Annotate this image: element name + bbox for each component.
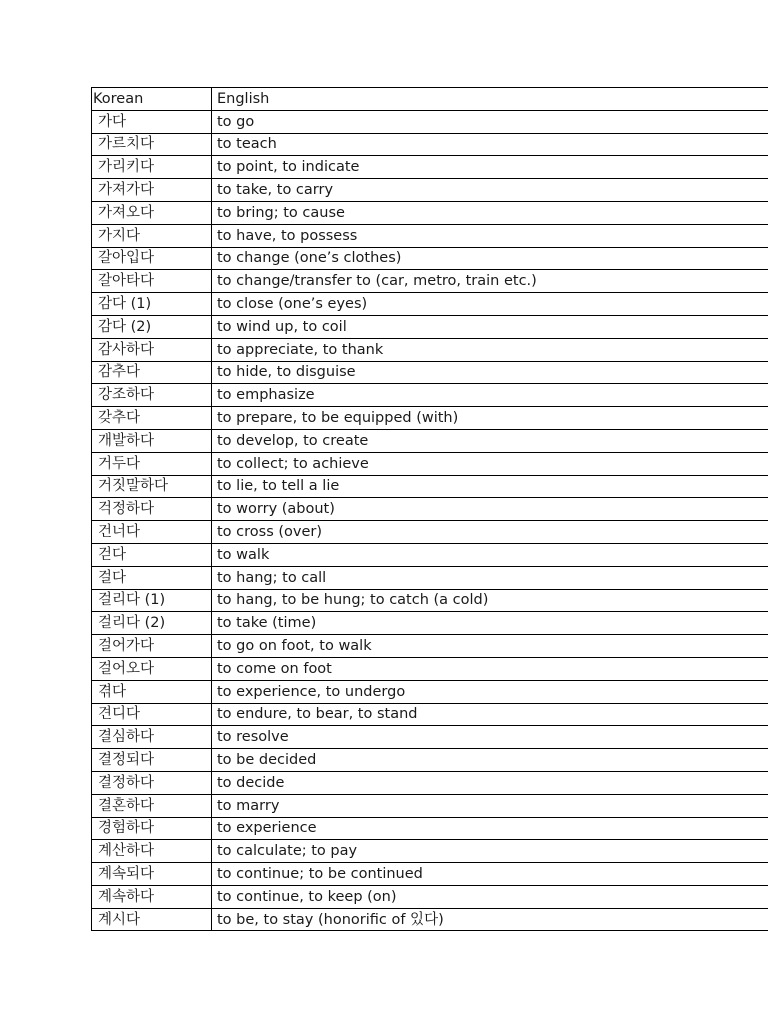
english-meaning-cell: to experience: [212, 817, 768, 840]
english-meaning-cell: to continue; to be continued: [212, 863, 768, 886]
vocabulary-table: [91, 87, 768, 931]
english-meaning-cell: to resolve: [212, 726, 768, 749]
table-row: [92, 179, 768, 202]
table-row: [92, 589, 768, 612]
table-row: [92, 270, 768, 293]
table-row: [92, 612, 768, 635]
english-meaning-cell: to lie, to tell a lie: [212, 475, 768, 498]
header-row: [92, 88, 768, 111]
korean-word-cell: 걸어오다: [92, 657, 212, 680]
table-row: [92, 817, 768, 840]
english-meaning-cell: to develop, to create: [212, 429, 768, 452]
table-row: [92, 224, 768, 247]
korean-word-cell: 경험하다: [92, 817, 212, 840]
table-row: [92, 498, 768, 521]
korean-word-cell: 거두다: [92, 452, 212, 475]
korean-word-cell: 계속하다: [92, 885, 212, 908]
english-meaning-cell: to have, to possess: [212, 224, 768, 247]
korean-word-cell: 가르치다: [92, 133, 212, 156]
table-row: [92, 657, 768, 680]
table-row: [92, 680, 768, 703]
korean-word-cell: 걸리다 (2): [92, 612, 212, 635]
table-row: [92, 566, 768, 589]
english-meaning-cell: to take (time): [212, 612, 768, 635]
korean-word-cell: 결심하다: [92, 726, 212, 749]
korean-word-cell: 갈아입다: [92, 247, 212, 270]
english-meaning-cell: to wind up, to coil: [212, 315, 768, 338]
english-meaning-cell: to worry (about): [212, 498, 768, 521]
english-meaning-cell: to walk: [212, 543, 768, 566]
korean-word-cell: 가져오다: [92, 201, 212, 224]
korean-word-cell: 겪다: [92, 680, 212, 703]
korean-word-cell: 거짓말하다: [92, 475, 212, 498]
english-meaning-cell: to be, to stay (honorific of 있다): [212, 908, 768, 931]
table-row: [92, 840, 768, 863]
table-row: [92, 749, 768, 772]
english-meaning-cell: to change/transfer to (car, metro, train etc.): [212, 270, 768, 293]
table-row: [92, 885, 768, 908]
table-body: [92, 110, 768, 931]
table-row: [92, 293, 768, 316]
table-row: [92, 726, 768, 749]
english-meaning-cell: to go: [212, 110, 768, 133]
korean-word-cell: 감사하다: [92, 338, 212, 361]
korean-word-cell: 갖추다: [92, 407, 212, 430]
english-meaning-cell: to change (one’s clothes): [212, 247, 768, 270]
english-meaning-cell: to collect; to achieve: [212, 452, 768, 475]
table-row: [92, 794, 768, 817]
korean-word-cell: 걸리다 (1): [92, 589, 212, 612]
korean-word-cell: 건너다: [92, 521, 212, 544]
korean-word-cell: 갈아타다: [92, 270, 212, 293]
english-meaning-cell: to hang, to be hung; to catch (a cold): [212, 589, 768, 612]
table-row: [92, 429, 768, 452]
korean-word-cell: 계속되다: [92, 863, 212, 886]
table-row: [92, 635, 768, 658]
table-row: [92, 475, 768, 498]
english-meaning-cell: to endure, to bear, to stand: [212, 703, 768, 726]
table-row: [92, 384, 768, 407]
korean-word-cell: 결정되다: [92, 749, 212, 772]
table-row: [92, 407, 768, 430]
english-meaning-cell: to marry: [212, 794, 768, 817]
table-row: [92, 156, 768, 179]
english-meaning-cell: to come on foot: [212, 657, 768, 680]
english-meaning-cell: to hide, to disguise: [212, 361, 768, 384]
korean-column-header: Korean: [92, 88, 212, 111]
english-meaning-cell: to emphasize: [212, 384, 768, 407]
english-meaning-cell: to cross (over): [212, 521, 768, 544]
english-meaning-cell: to decide: [212, 771, 768, 794]
table-row: [92, 201, 768, 224]
korean-word-cell: 견디다: [92, 703, 212, 726]
english-meaning-cell: to teach: [212, 133, 768, 156]
english-meaning-cell: to hang; to call: [212, 566, 768, 589]
korean-word-cell: 강조하다: [92, 384, 212, 407]
english-meaning-cell: to go on foot, to walk: [212, 635, 768, 658]
korean-word-cell: 개발하다: [92, 429, 212, 452]
korean-word-cell: 걷다: [92, 543, 212, 566]
english-meaning-cell: to be decided: [212, 749, 768, 772]
table-row: [92, 703, 768, 726]
korean-word-cell: 걱정하다: [92, 498, 212, 521]
korean-word-cell: 감다 (2): [92, 315, 212, 338]
english-meaning-cell: to appreciate, to thank: [212, 338, 768, 361]
english-meaning-cell: to bring; to cause: [212, 201, 768, 224]
english-meaning-cell: to close (one’s eyes): [212, 293, 768, 316]
table-row: [92, 247, 768, 270]
table-row: [92, 452, 768, 475]
korean-word-cell: 감다 (1): [92, 293, 212, 316]
english-meaning-cell: to take, to carry: [212, 179, 768, 202]
korean-word-cell: 계시다: [92, 908, 212, 931]
korean-word-cell: 걸다: [92, 566, 212, 589]
korean-word-cell: 계산하다: [92, 840, 212, 863]
table-row: [92, 543, 768, 566]
english-meaning-cell: to point, to indicate: [212, 156, 768, 179]
table-row: [92, 361, 768, 384]
korean-word-cell: 가져가다: [92, 179, 212, 202]
english-meaning-cell: to calculate; to pay: [212, 840, 768, 863]
korean-word-cell: 걸어가다: [92, 635, 212, 658]
table-row: [92, 521, 768, 544]
korean-word-cell: 감추다: [92, 361, 212, 384]
table-row: [92, 771, 768, 794]
table-row: [92, 315, 768, 338]
english-meaning-cell: to prepare, to be equipped (with): [212, 407, 768, 430]
table-row: [92, 863, 768, 886]
english-column-header: English: [212, 88, 768, 111]
table-header: [92, 88, 768, 111]
table-row: [92, 908, 768, 931]
table-row: [92, 338, 768, 361]
korean-word-cell: 결정하다: [92, 771, 212, 794]
english-meaning-cell: to continue, to keep (on): [212, 885, 768, 908]
table-row: [92, 133, 768, 156]
korean-word-cell: 가지다: [92, 224, 212, 247]
table-row: [92, 110, 768, 133]
korean-word-cell: 가다: [92, 110, 212, 133]
korean-word-cell: 결혼하다: [92, 794, 212, 817]
korean-word-cell: 가리키다: [92, 156, 212, 179]
english-meaning-cell: to experience, to undergo: [212, 680, 768, 703]
